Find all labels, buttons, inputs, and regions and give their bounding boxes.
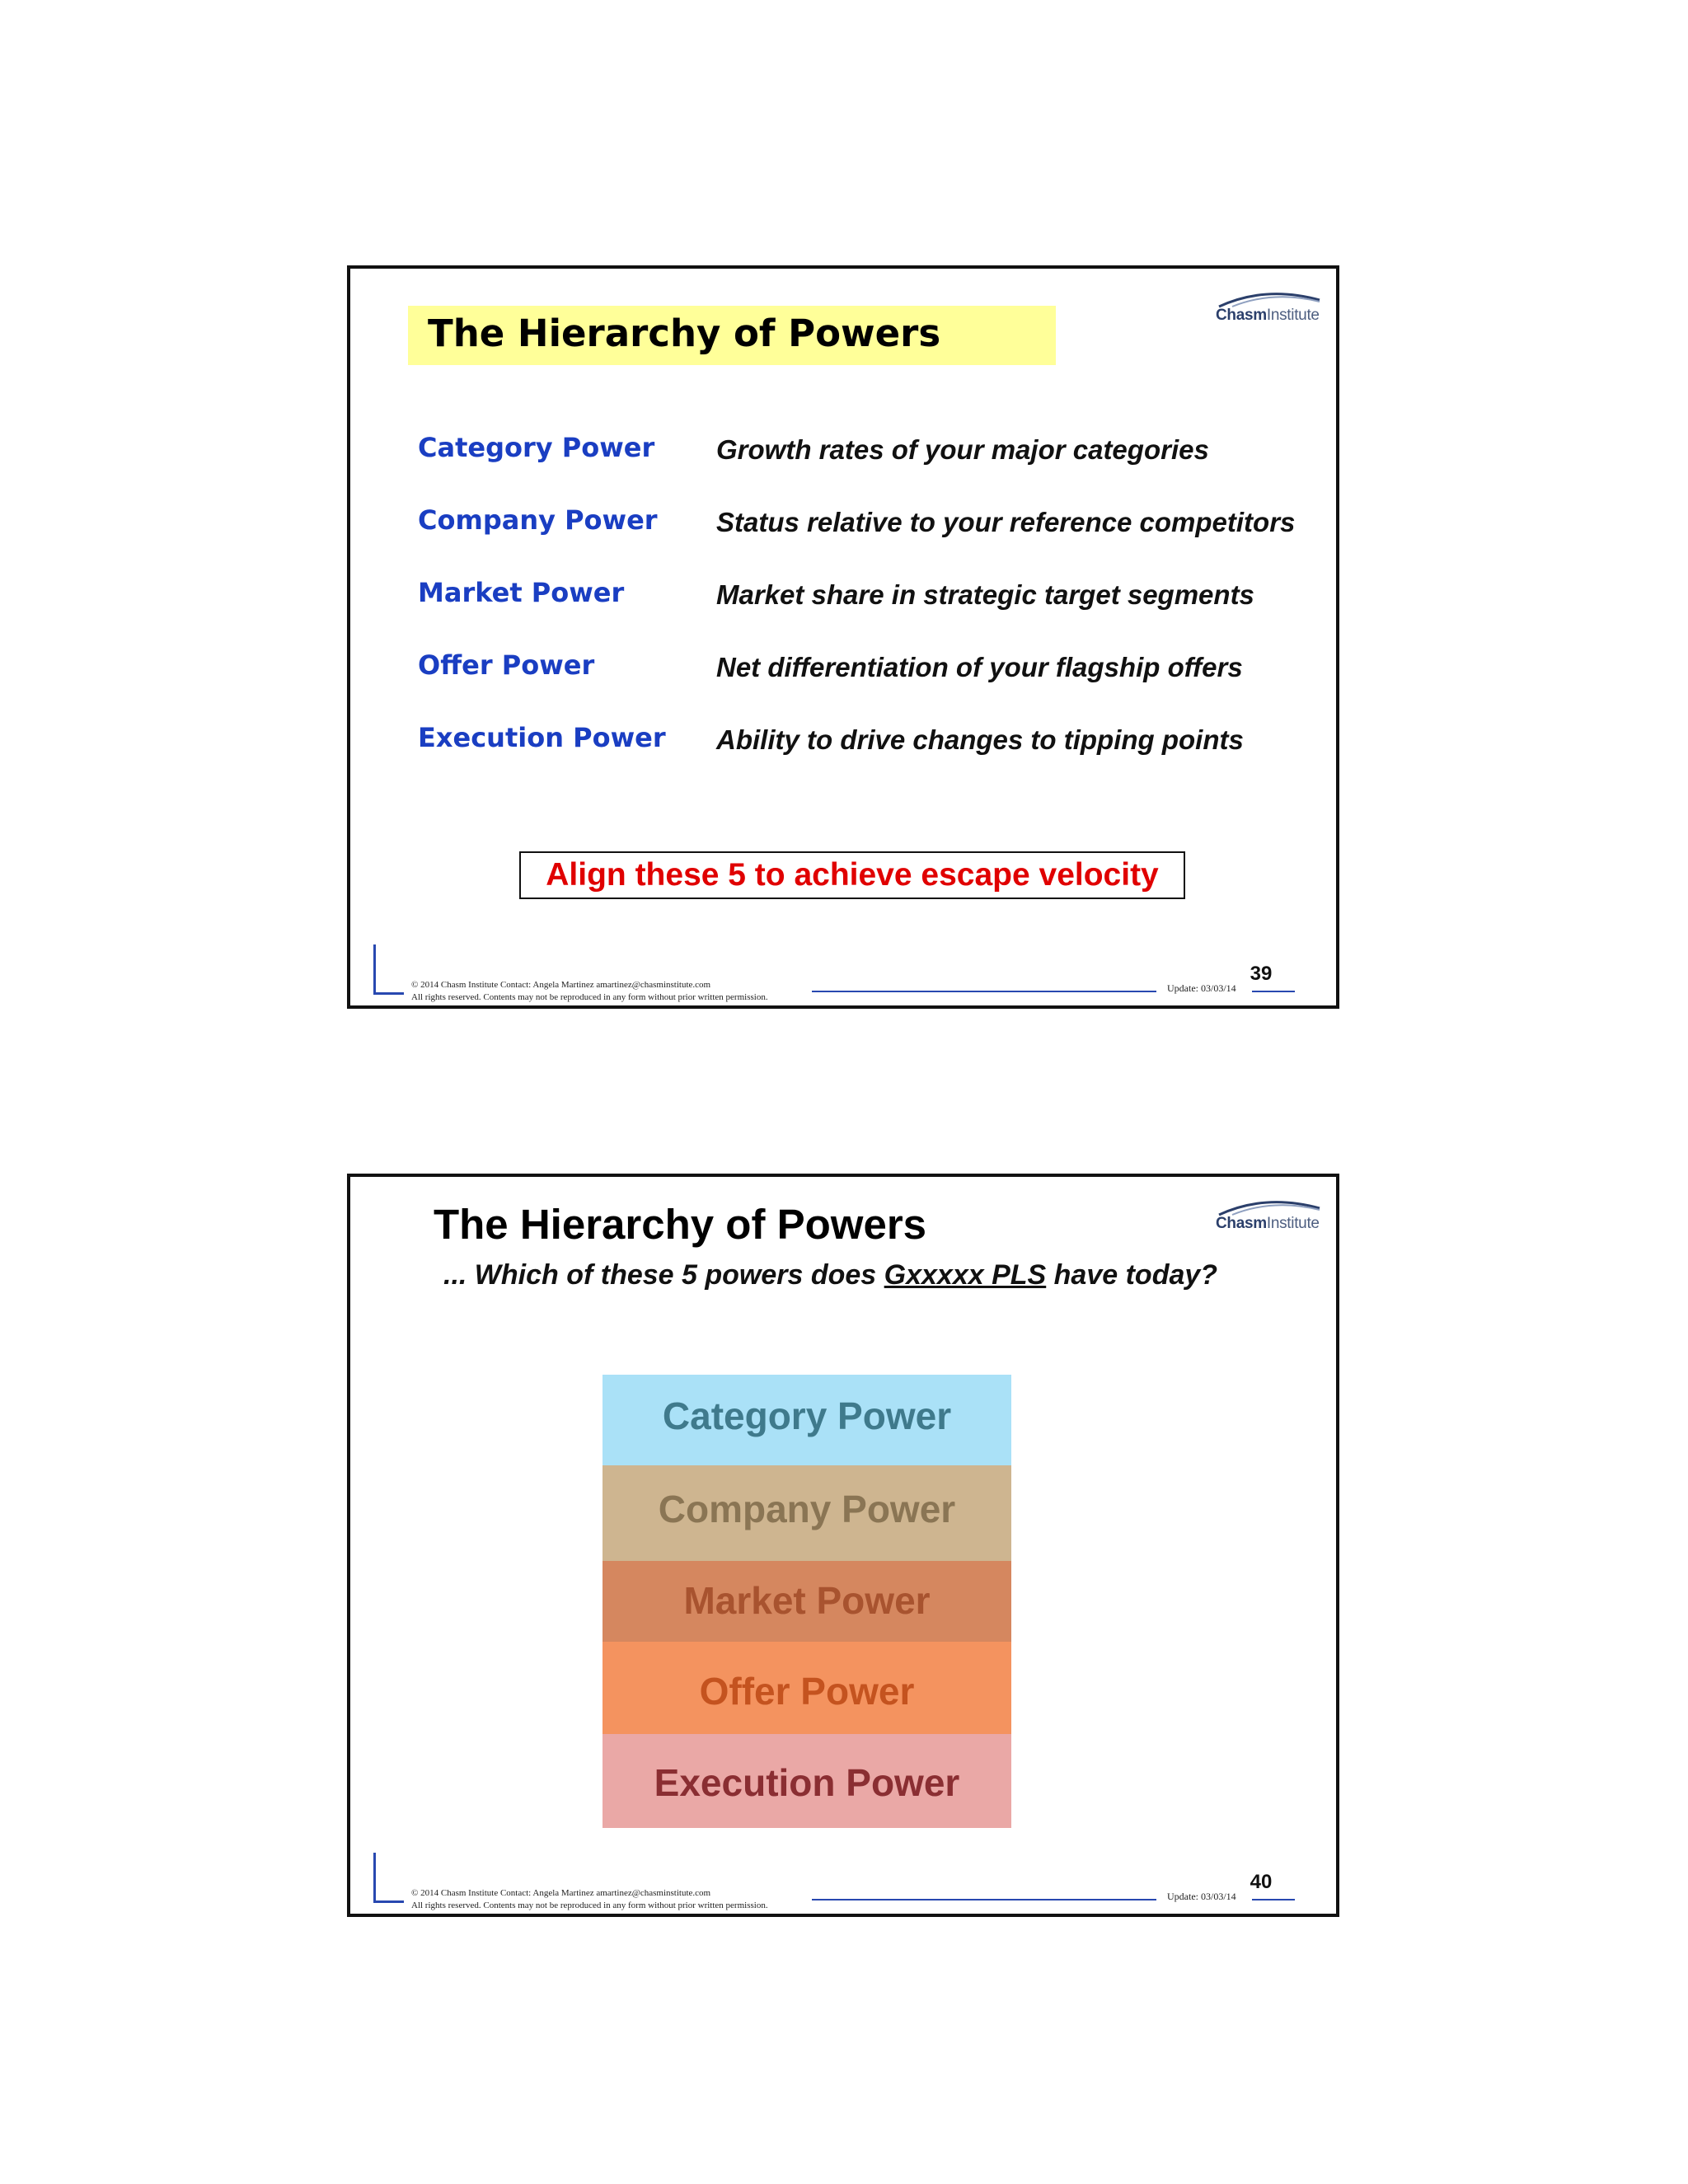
page-number: 39 — [1250, 963, 1273, 985]
power-description: Net differentiation of your flagship offers — [716, 652, 1243, 682]
level-offer-power: Offer Power — [603, 1642, 1011, 1734]
power-row-offer — [350, 649, 1336, 699]
page-number-rule — [1252, 1899, 1295, 1900]
footer-copyright: © 2014 Chasm Institute Contact: Angela Martinez amartinez@chasminstitute.com All rights reserved. Contents may not be reproduced in any form without prior written permission. — [411, 1888, 768, 1910]
chasm-institute-logo — [1216, 288, 1323, 335]
power-name: Execution Power — [418, 722, 666, 753]
level-company-power: Company Power — [603, 1465, 1011, 1561]
powers-stack — [603, 1375, 1011, 1828]
power-name: Market Power — [418, 577, 625, 608]
power-name: Category Power — [418, 432, 655, 463]
chasm-institute-logo — [1216, 1197, 1323, 1243]
page-number-rule — [1252, 991, 1295, 992]
logo-arc-icon — [1216, 1197, 1323, 1216]
power-row-execution — [350, 722, 1336, 771]
power-description: Growth rates of your major categories — [716, 434, 1209, 465]
footer-copyright: © 2014 Chasm Institute Contact: Angela Martinez amartinez@chasminstitute.com All rights reserved. Contents may not be reproduced in any form without prior written permission. — [411, 980, 768, 1002]
power-name: Company Power — [418, 504, 658, 536]
power-description: Ability to drive changes to tipping points — [716, 724, 1244, 755]
power-row-category — [350, 432, 1336, 481]
page-title: The Hierarchy of Powers — [428, 312, 941, 355]
level-category-power: Category Power — [603, 1375, 1011, 1465]
footer-update-date: Update: 03/03/14 — [1167, 982, 1236, 994]
logo-text: ChasmInstitute — [1216, 1215, 1320, 1232]
footer-rule — [812, 1899, 1156, 1900]
level-execution-power: Execution Power — [603, 1734, 1011, 1828]
page-subtitle: ... Which of these 5 powers does Gxxxxx PLS have today? — [443, 1259, 1218, 1291]
power-row-company — [350, 504, 1336, 554]
escape-velocity-callout: Align these 5 to achieve escape velocity — [519, 851, 1185, 899]
corner-bracket — [373, 1853, 404, 1903]
footer-update-date: Update: 03/03/14 — [1167, 1891, 1236, 1902]
power-description: Market share in strategic target segments — [716, 579, 1254, 610]
power-name: Offer Power — [418, 649, 595, 681]
level-market-power: Market Power — [603, 1561, 1011, 1642]
corner-bracket — [373, 944, 404, 995]
slide-39 — [347, 265, 1339, 1009]
page-number: 40 — [1250, 1871, 1273, 1893]
page-title: The Hierarchy of Powers — [434, 1201, 927, 1248]
slide-40 — [347, 1174, 1339, 1917]
logo-arc-icon — [1216, 288, 1323, 308]
power-row-market — [350, 577, 1336, 626]
power-description: Status relative to your reference competitors — [716, 507, 1296, 537]
logo-text: ChasmInstitute — [1216, 307, 1320, 324]
footer-rule — [812, 991, 1156, 992]
